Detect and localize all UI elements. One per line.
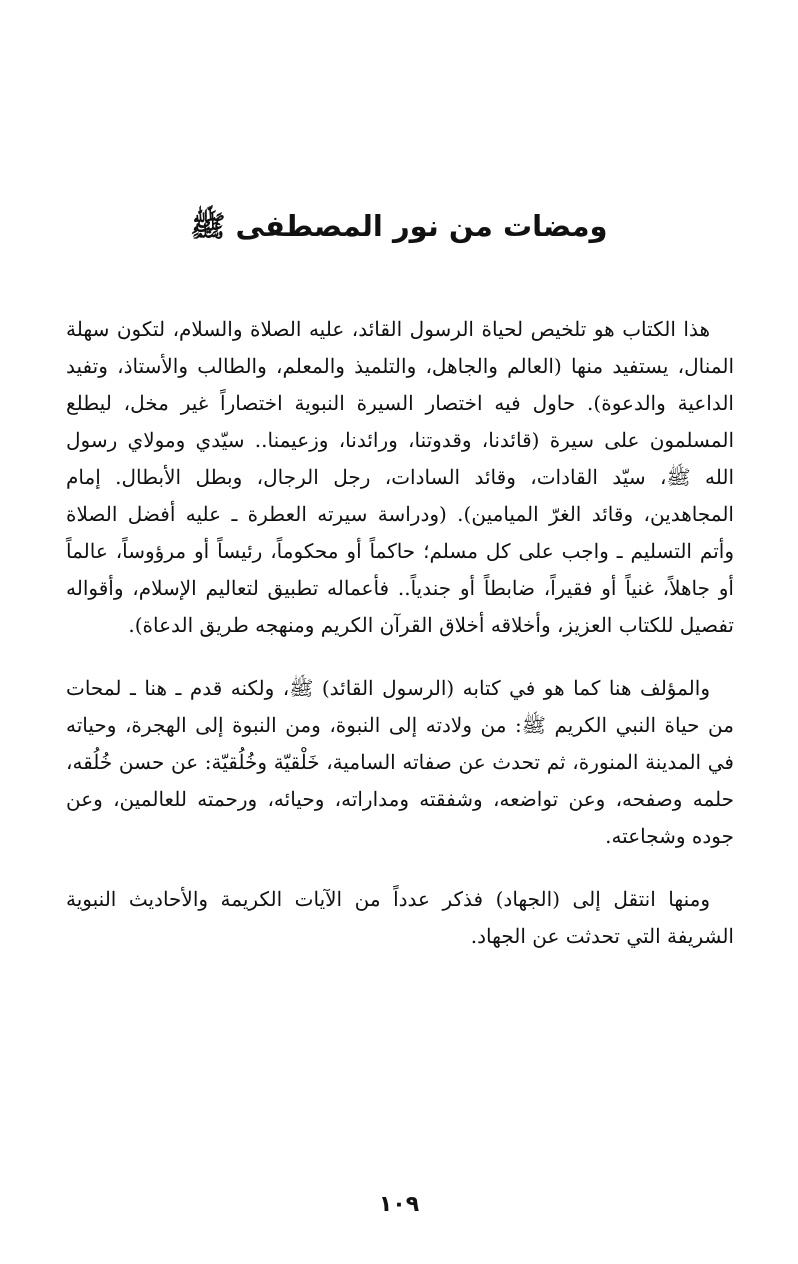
page-title: ومضات من نور المصطفى ﷺ xyxy=(190,209,608,243)
page-number: ١٠٩ xyxy=(378,1192,420,1217)
paragraph-2: والمؤلف هنا كما هو في كتابه (الرسول القائد) ﷺ، ولكنه قدم ـ هنا ـ لمحات من حياة النبي الكريم ﷺ: من ولادته إلى النبوة، ومن النبوة إلى الهجرة، وحياته في المدينة المنورة، ثم تحدث عن صفاته السامية، خَلْقيّة وخُلُقيّة: عن حسن خُلُقه، حلمه وصفحه، وعن تواضعه، وشفقته ومداراته، وحيائه، ورحمته للعالمين، وعن جوده وشجاعته. xyxy=(66,676,734,848)
paragraph-1: هذا الكتاب هو تلخيص لحياة الرسول القائد، عليه الصلاة والسلام، لتكون سهلة المنال، يستفيد منها (العالم والجاهل، والتلميذ والمعلم، والطالب والأستاذ، وتفيد الداعية والدعوة). حاول فيه اختصار السيرة النبوية اختصاراً غير مخل، ليطلع المسلمون على سيرة (قائدنا، وقدوتنا، ورائدنا، وزعيمنا.. سيّدي ومولاي رسول الله ﷺ، سيّد القادات، وقائد السادات، رجل الرجال، وبطل الأبطال. إمام المجاهدين، وقائد الغرّ الميامين). (ودراسة سيرته العطرة ـ عليه أفضل الصلاة وأتم التسليم ـ واجب على كل مسلم؛ حاكماً أو محكوماً، رئيساً أو مرؤوساً، عالماً أو جاهلاً، غنياً أو فقيراً، ضابطاً أو جندياً.. فأعماله تطبيق لتعاليم الإسلام، وأقواله تفصيل للكتاب العزيز، وأخلاقه أخلاق القرآن الكريم ومنهجه طريق الدعاة). xyxy=(66,317,734,637)
paragraph-3: ومنها انتقل إلى (الجهاد) فذكر عدداً من الآيات الكريمة والأحاديث النبوية الشريفة التي تحدثت عن الجهاد. xyxy=(66,887,734,948)
body-text xyxy=(66,311,734,981)
